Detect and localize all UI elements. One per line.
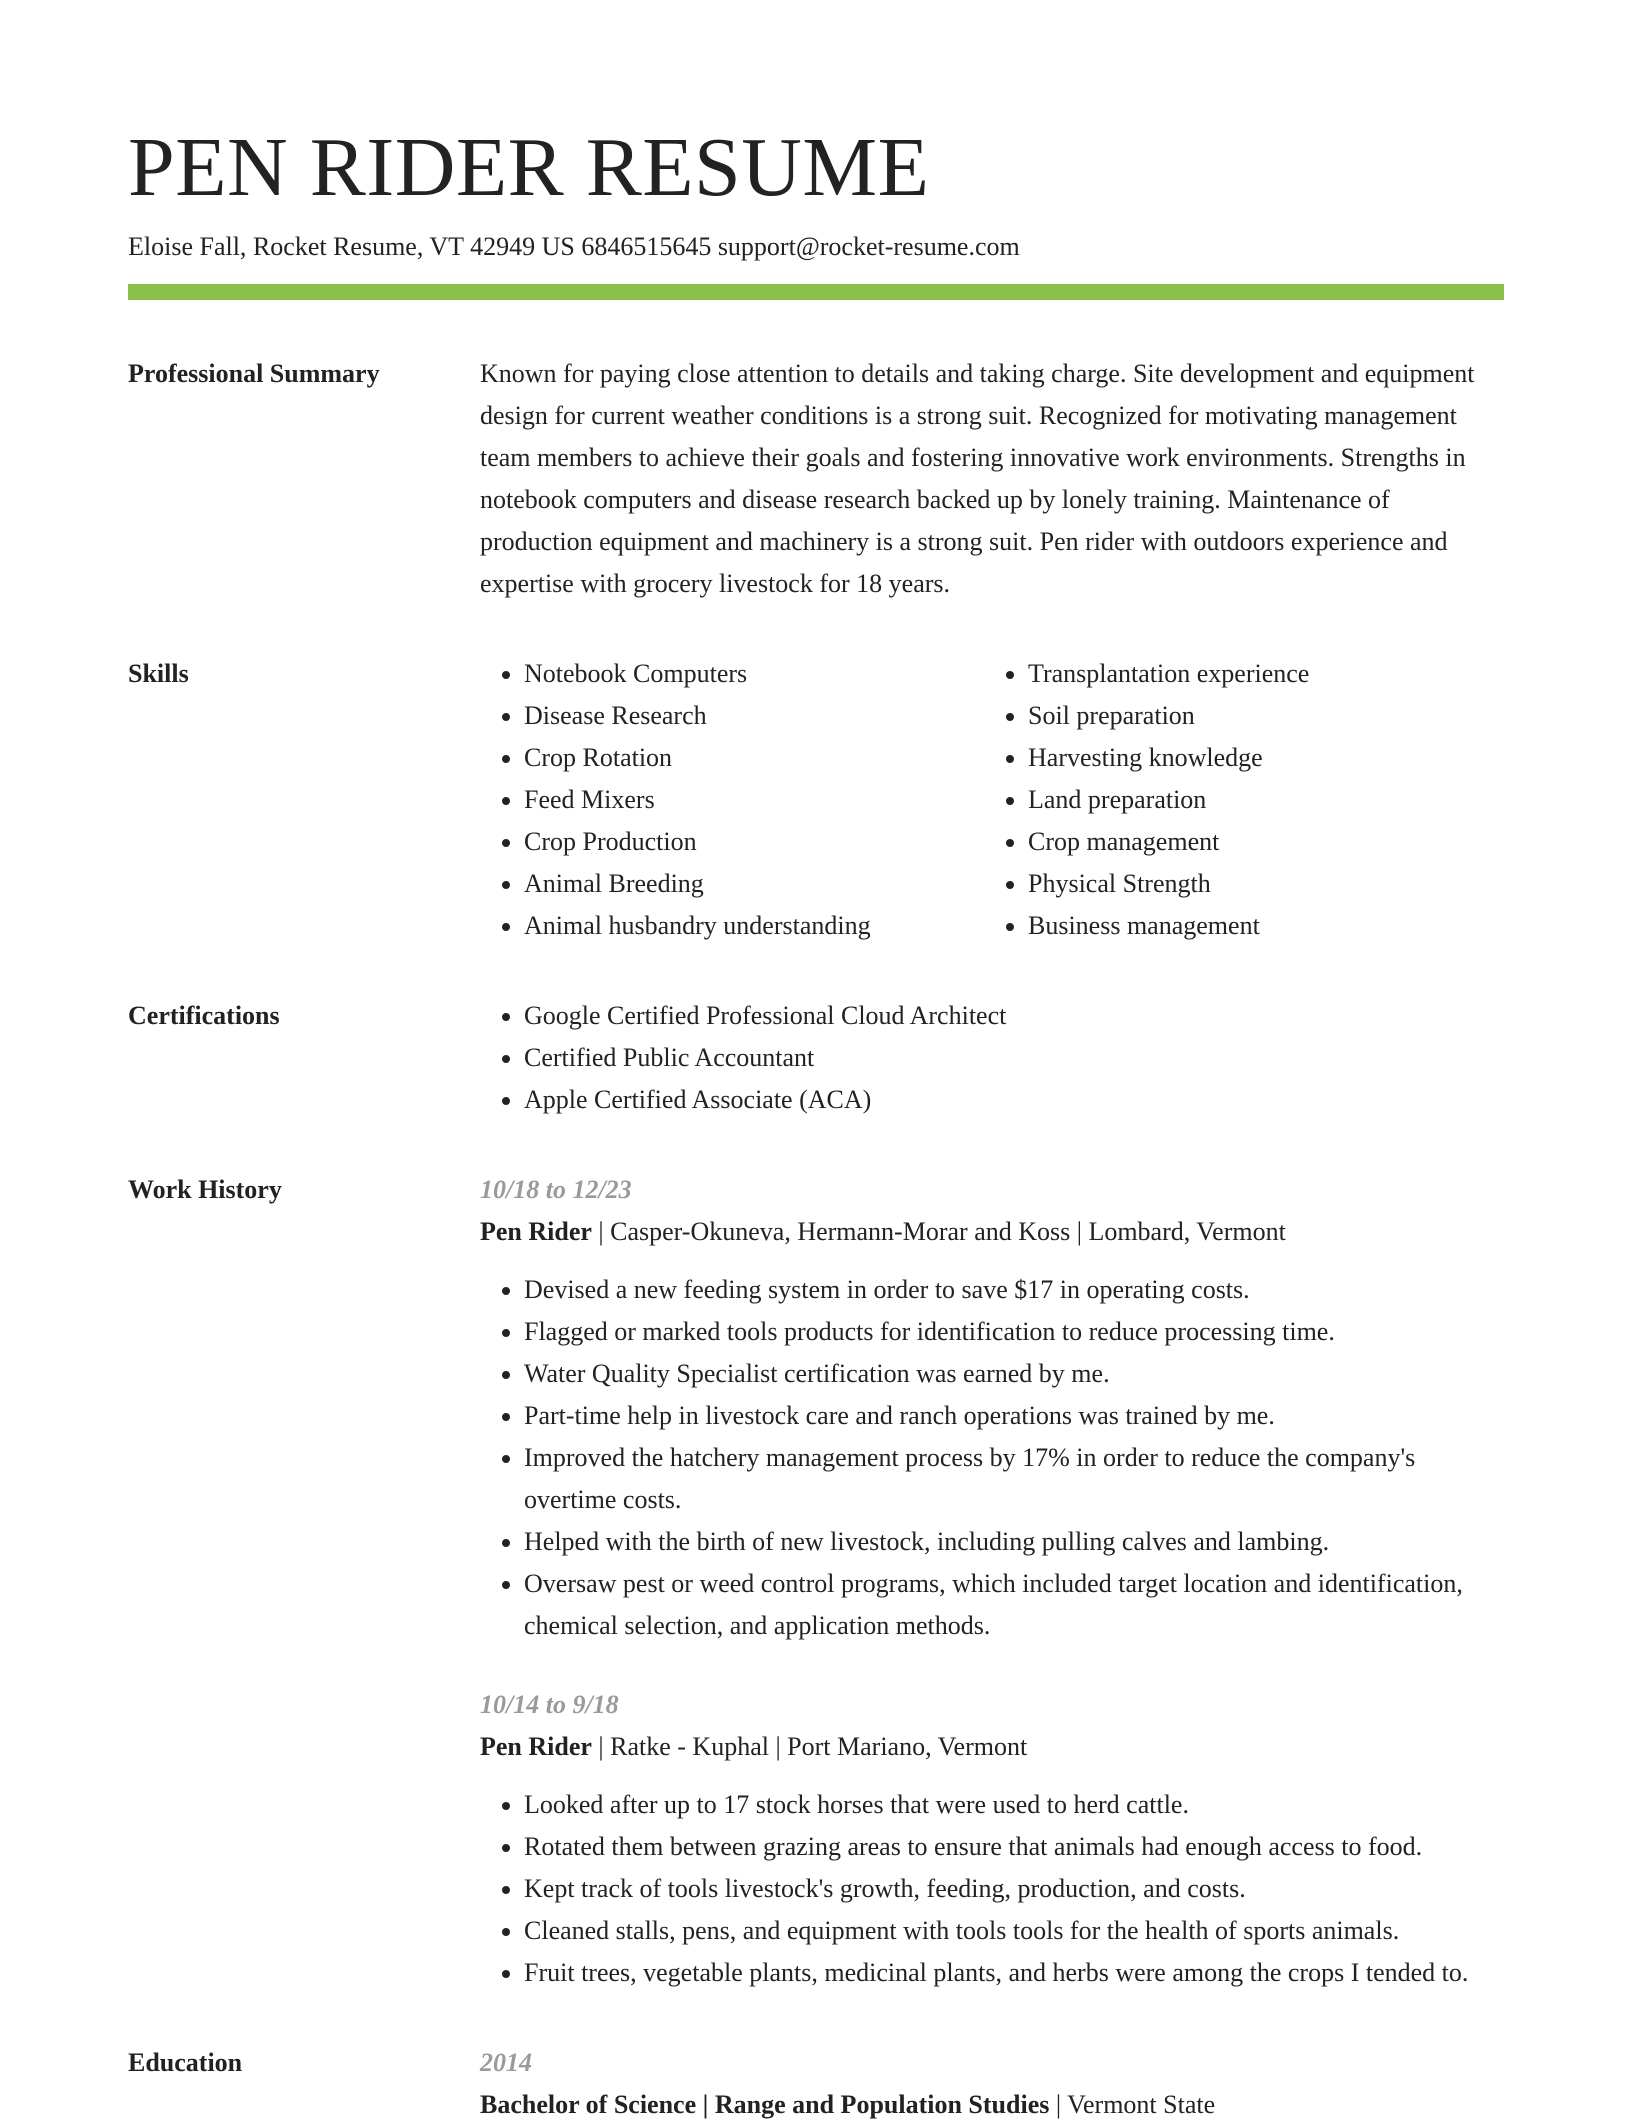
contact-email: support@rocket-resume.com [717, 232, 1020, 261]
certification-item: • Apple Certified Associate (ACA) [524, 1079, 1504, 1121]
work-history-heading: Work History [128, 1175, 282, 1204]
job-bullet: • Rotated them between grazing areas to ensure that animals had enough access to food. [524, 1826, 1504, 1868]
job-bullet: • Flagged or marked tools products for identification to reduce processing time. [524, 1311, 1504, 1353]
certifications-section [128, 995, 1504, 1121]
skill-item: • Animal husbandry understanding [524, 905, 984, 947]
summary-section [128, 353, 1504, 605]
skill-item: • Transplantation experience [1028, 653, 1309, 695]
skill-item: • Feed Mixers [524, 779, 984, 821]
skill-item: • Soil preparation [1028, 695, 1309, 737]
skill-item: • Business management [1028, 905, 1309, 947]
contact-person: Eloise Fall, [128, 232, 247, 261]
job-role: Pen Rider [480, 1732, 592, 1761]
certifications-list [480, 995, 1504, 1121]
job-bullet: • Cleaned stalls, pens, and equipment with tools tools for the health of sports animals. [524, 1910, 1504, 1952]
job-bullet: • Helped with the birth of new livestock, including pulling calves and lambing. [524, 1521, 1504, 1563]
skill-item: • Land preparation [1028, 779, 1309, 821]
summary-text: Known for paying close attention to details and taking charge. Site development and equipment design for current weather conditions is a strong suit. Recognized for motivating management team members to achieve their goals and fostering innovative work environments. Strengths in notebook computers and disease research backed up by lonely training. Maintenance of production equipment and machinery is a strong suit. Pen rider with outdoors experience and expertise with grocery livestock for 18 years. [480, 359, 1475, 598]
education-section [128, 2042, 1504, 2126]
job-bullets [480, 1784, 1504, 1994]
summary-body [480, 353, 1504, 605]
education-body [480, 2042, 1504, 2126]
job-employer-location: | Ratke - Kuphal | Port Mariano, Vermont [591, 1732, 1028, 1761]
skills-body [480, 653, 1504, 947]
skills-section [128, 653, 1504, 947]
certification-item: • Certified Public Accountant [524, 1037, 1504, 1079]
job-bullet: • Oversaw pest or weed control programs, which included target location and identification, chemical selection, and application methods. [524, 1563, 1504, 1647]
contact-address: Rocket Resume, VT 42949 US [252, 232, 575, 261]
skill-item: • Crop Production [524, 821, 984, 863]
education-school: | Vermont State [1049, 2090, 1216, 2119]
summary-heading: Professional Summary [128, 359, 380, 388]
job-bullet: • Improved the hatchery management process by 17% in order to reduce the company's overtime costs. [524, 1437, 1504, 1521]
job-bullet: • Devised a new feeding system in order to save $17 in operating costs. [524, 1269, 1504, 1311]
job-date: 10/18 to 12/23 [480, 1175, 632, 1204]
contact-line [128, 230, 1504, 264]
skill-item: • Crop management [1028, 821, 1309, 863]
work-history-body [480, 1169, 1504, 1994]
job-bullet: • Part-time help in livestock care and ranch operations was trained by me. [524, 1395, 1504, 1437]
certifications-heading: Certifications [128, 1001, 280, 1030]
skill-item: • Physical Strength [1028, 863, 1309, 905]
contact-phone: 6846515645 [581, 232, 712, 261]
education-degree: Bachelor of Science | Range and Population Studies [480, 2090, 1050, 2119]
resume-page [128, 0, 1504, 2126]
accent-divider [128, 284, 1504, 300]
work-history-section [128, 1169, 1504, 1994]
job-title-line [480, 1211, 1504, 1253]
job-role: Pen Rider [480, 1217, 592, 1246]
skill-item: • Crop Rotation [524, 737, 984, 779]
skill-item: • Disease Research [524, 695, 984, 737]
education-heading: Education [128, 2048, 243, 2077]
job-bullet: • Kept track of tools livestock's growth, feeding, production, and costs. [524, 1868, 1504, 1910]
skill-item: • Animal Breeding [524, 863, 984, 905]
skills-list-right [984, 653, 1309, 947]
job-entry [480, 1684, 1504, 1994]
job-title-line [480, 1726, 1504, 1768]
certifications-body [480, 995, 1504, 1121]
skills-heading: Skills [128, 659, 189, 688]
job-employer-location: | Casper-Okuneva, Hermann-Morar and Koss | Lombard, Vermont [591, 1217, 1286, 1246]
skill-item: • Harvesting knowledge [1028, 737, 1309, 779]
resume-title: PEN RIDER RESUME [128, 121, 930, 214]
certification-item: • Google Certified Professional Cloud Architect [524, 995, 1504, 1037]
job-bullet: • Water Quality Specialist certification was earned by me. [524, 1353, 1504, 1395]
job-date: 10/14 to 9/18 [480, 1690, 619, 1719]
job-bullet: • Looked after up to 17 stock horses that were used to herd cattle. [524, 1784, 1504, 1826]
job-bullet: • Fruit trees, vegetable plants, medicinal plants, and herbs were among the crops I tended to. [524, 1952, 1504, 1994]
job-bullets [480, 1269, 1504, 1647]
education-line [480, 2084, 1504, 2126]
skills-list-left [480, 653, 984, 947]
education-date: 2014 [480, 2048, 532, 2077]
skill-item: • Notebook Computers [524, 653, 984, 695]
job-entry [480, 1169, 1504, 1647]
